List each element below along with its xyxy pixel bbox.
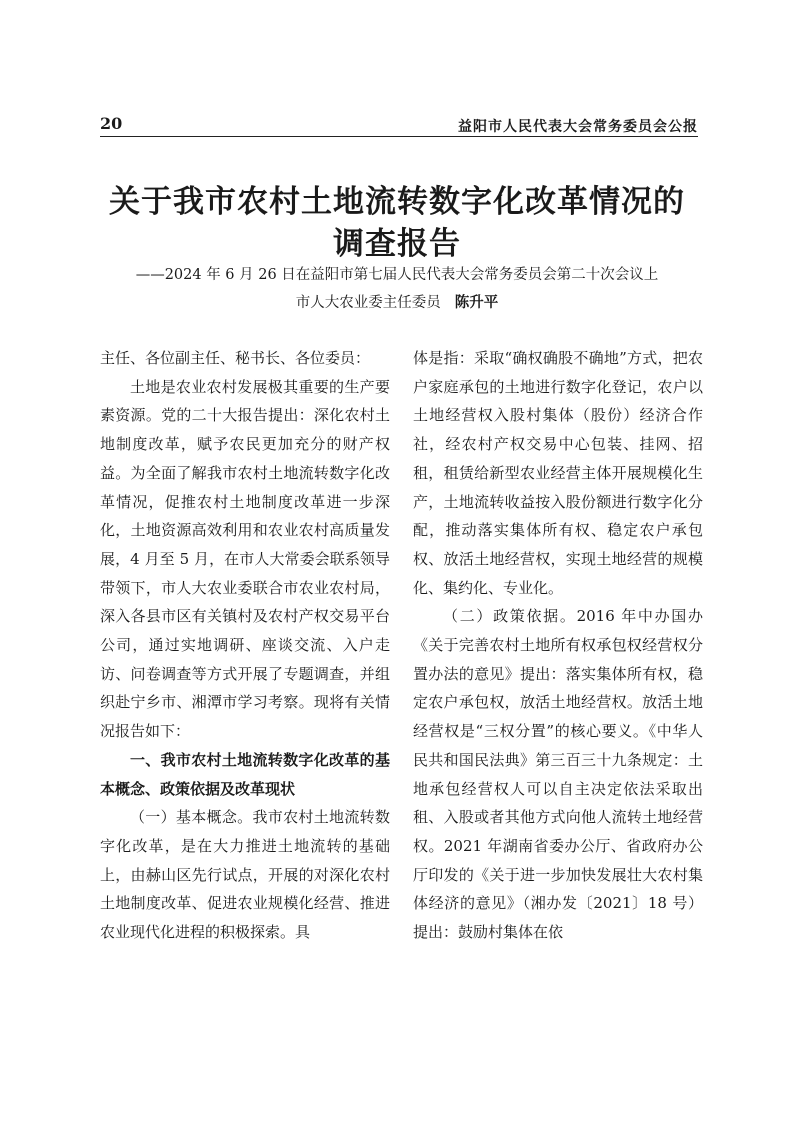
author-role: 市人大农业委主任委员 [295,295,441,311]
article-subtitle: ——2024 年 6 月 26 日在益阳市第七届人民代表大会常务委员会第二十次会议上 [135,267,659,283]
section1-heading: 一、我市农村土地流转数字化改革的基本概念、政策依据及改革现状 [100,750,390,798]
header-divider [100,136,698,137]
concept-paragraph [100,803,390,947]
article-title-line1: 关于我市农村土地流转数字化改革情况的 [109,184,685,220]
page-number: 20 [100,114,123,133]
author-name: 陈升平 [454,295,499,311]
left-column [100,344,390,947]
basis-text: 2016 年中办国办《关于完善农村土地所有权承包权经营权分置办法的意见》提出：落实集体所有权，稳定农户承包权，放活土地经营权。放活土地经营权是“三权分置”的核心要义。《中华人民共和国民法典》第三百三十九条规定：土地承包经营权人可以自主决定依法采取出租、入股或者其他方式向他人流转土地经营权。2021 年湖南省委办公厅、省政府办公厅印发的《关于进一步加快发展壮大农村集体经济的意见》（湘办发〔2021〕18 号）提出：鼓励村集体在依 [413,607,703,942]
journal-name: 益阳市人民代表大会常务委员会公报 [458,119,698,135]
concept-continuation: 体是指：采取“确权确股不确地”方式，把农户家庭承包的土地进行数字化登记，农户以土地经营权入股村集体（股份）经济合作社，经农村产权交易中心包装、挂网、招租，租赁给新型农业经营主体开展规模化生产，土地流转收益按入股份额进行数字化分配，推动落实集体所有权、稳定农户承包权、放活土地经营权，实现土地经营的规模化、集约化、专业化。 [413,349,703,597]
intro-paragraph: 土地是农业农村发展极其重要的生产要素资源。党的二十大报告提出：深化农村土地制度改革，赋予农民更加充分的财产权益。为全面了解我市农村土地流转数字化改革情况，促推农村土地制度改革进一步深化，土地资源高效利用和农业农村高质量发展，4 月至 5 月，在市人大常委会联系领导带领下，市人大农业委联合市农业农村局，深入各县市区有关镇村及农村产权交易平台公司，通过实地调研、座谈交流、入户走访、问卷调查等方式开展了专题调查，并组织赴宁乡市、湘潭市学习考察。现将有关情况报告如下： [100,377,390,741]
salutation: 主任、各位副主任、秘书长、各位委员： [100,349,371,367]
page-header [100,114,698,136]
concept-text: 我市农村土地流转数字化改革，是在大力推进土地流转的基础上，由赫山区先行试点，开展的对深化农村土地制度改革、促进农业规模化经营、推进农业现代化进程的积极探索。具 [100,808,390,942]
concept-label: （一）基本概念。 [130,808,253,827]
article-title-line2: 调查报告 [333,226,461,262]
article-author [0,291,794,312]
basis-paragraph [413,602,703,946]
basis-label: （二）政策依据。 [443,607,577,626]
right-column [413,344,703,947]
